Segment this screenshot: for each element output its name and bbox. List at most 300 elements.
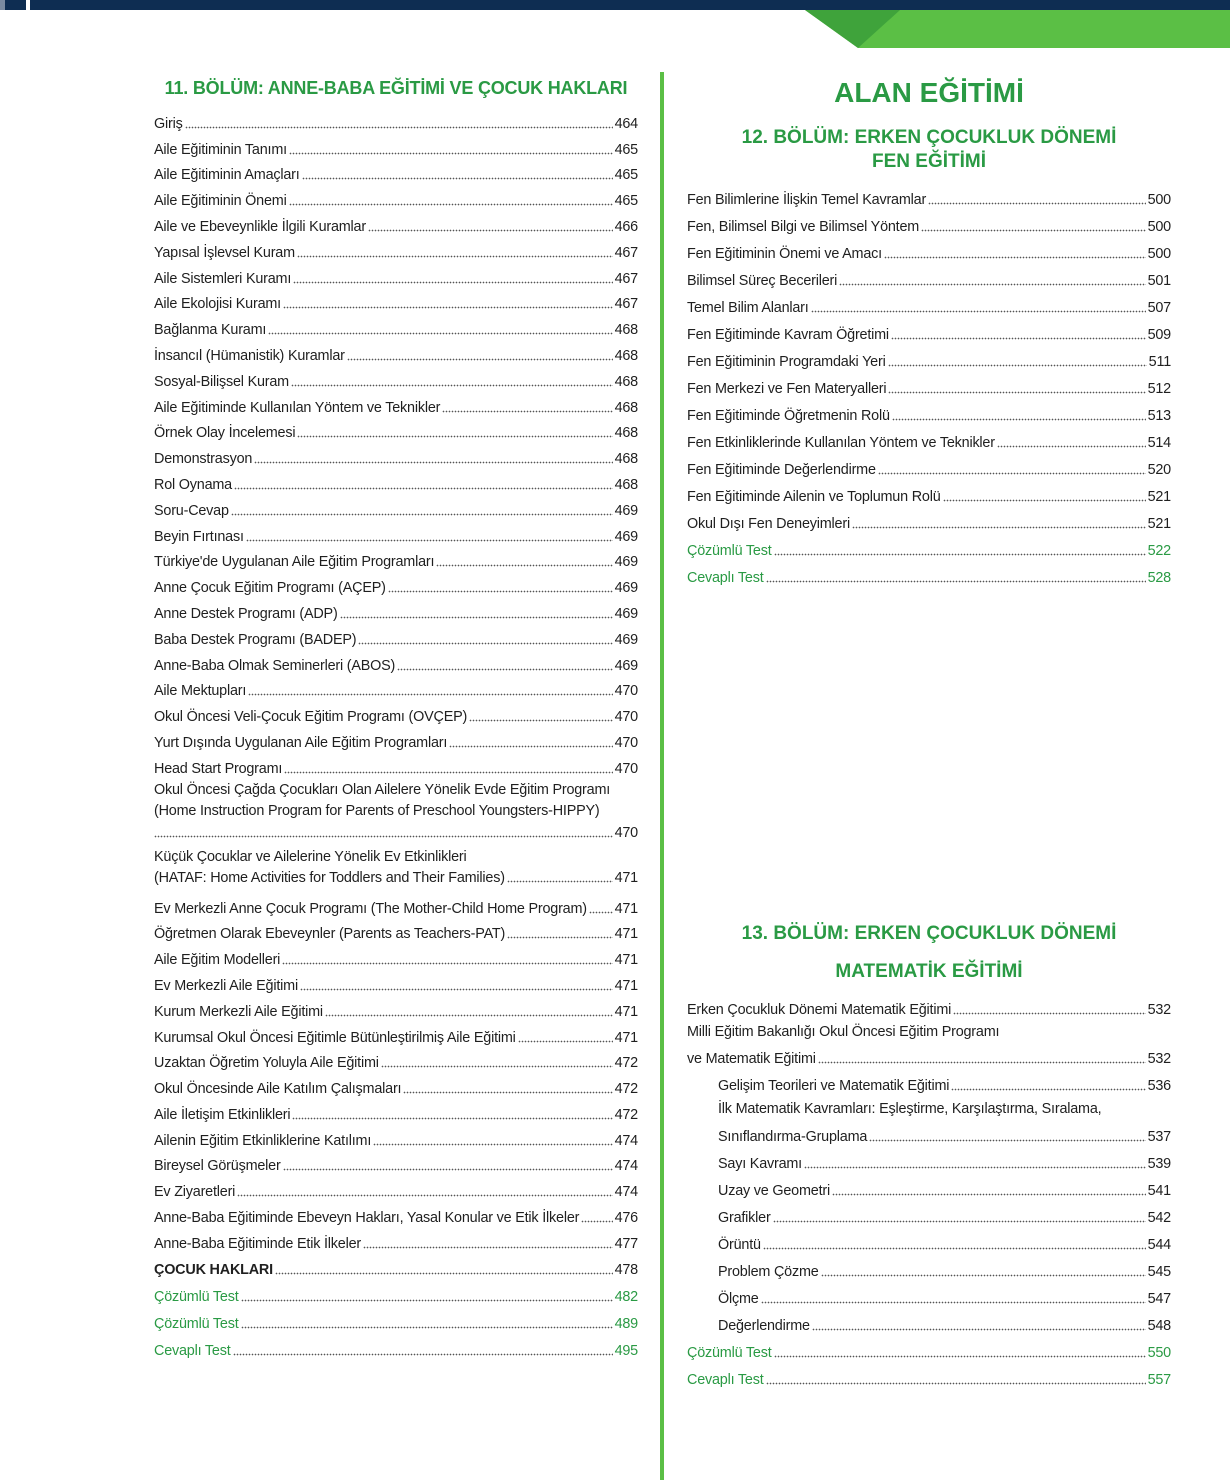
toc-test-entry[interactable] xyxy=(154,1307,638,1334)
toc-entry-title: Bağlanma Kuramı xyxy=(154,322,267,339)
section-13-title-line2: MATEMATİK EĞİTİMİ xyxy=(835,961,1023,982)
dot-leader xyxy=(953,1012,1145,1015)
toc-entry[interactable] xyxy=(687,291,1171,318)
toc-entry-title: Değerlendirme xyxy=(718,1318,810,1334)
toc-list-12 xyxy=(687,183,1171,588)
toc-entry[interactable] xyxy=(154,547,638,573)
toc-entry-page: 472 xyxy=(614,1055,638,1072)
toc-entry-title: Yurt Dışında Uygulanan Aile Eğitim Programları xyxy=(154,734,448,751)
toc-entry-title: Uzay ve Geometri xyxy=(718,1183,830,1199)
toc-entry[interactable] xyxy=(687,1309,1171,1336)
toc-entry-title: Örnek Olay İncelemesi xyxy=(154,425,296,442)
toc-entry-page: 468 xyxy=(614,322,638,339)
toc-entry-title: Okul Öncesi Veli-Çocuk Eğitim Programı (OVÇEP) xyxy=(154,709,468,726)
dot-leader xyxy=(507,880,613,883)
dot-leader xyxy=(766,1382,1146,1385)
toc-entry[interactable] xyxy=(154,996,638,1022)
toc-entry[interactable] xyxy=(687,345,1171,372)
dot-leader xyxy=(358,642,612,645)
toc-entry-title: ÇOCUK HAKLARI xyxy=(154,1261,273,1278)
toc-entry-title: Fen Eğitiminde Kavram Öğretimi xyxy=(687,327,889,343)
toc-entry-page: 469 xyxy=(614,657,638,674)
toc-entry[interactable] xyxy=(687,1147,1171,1174)
toc-entry[interactable] xyxy=(154,676,638,702)
dot-leader xyxy=(403,1091,612,1094)
dot-leader xyxy=(878,472,1146,475)
dot-leader xyxy=(248,693,612,696)
toc-entry-title: Anne Çocuk Eğitim Programı (AÇEP) xyxy=(154,580,386,597)
toc-entry-page: 465 xyxy=(614,193,638,210)
toc-entry-page: 512 xyxy=(1147,381,1171,397)
dot-leader xyxy=(997,445,1146,448)
dot-leader xyxy=(888,364,1147,367)
toc-entry-title: Fen Bilimlerine İlişkin Temel Kavramlar xyxy=(687,192,927,208)
dot-leader xyxy=(381,1065,613,1068)
toc-entry-title: Temel Bilim Alanları xyxy=(687,300,809,316)
toc-entry-title: Grafikler xyxy=(718,1210,771,1226)
toc-entry[interactable] xyxy=(154,650,638,676)
dot-leader xyxy=(300,988,613,991)
toc-entry-page: 465 xyxy=(614,141,638,158)
toc-entry-title-line2: (Home Instruction Program for Parents of Preschool Youngsters-HIPPY) xyxy=(154,802,600,819)
toc-entry-page: 472 xyxy=(614,1081,638,1098)
toc-entry-title: Aile Ekolojisi Kuramı xyxy=(154,296,281,313)
dot-leader xyxy=(237,1194,612,1197)
toc-entry[interactable] xyxy=(154,289,638,315)
toc-entry-page: 467 xyxy=(614,270,638,287)
toc-entry[interactable] xyxy=(154,1048,638,1074)
toc-entry-page: 500 xyxy=(1147,246,1171,262)
dot-leader xyxy=(811,310,1146,313)
dot-leader xyxy=(397,668,612,671)
toc-entry-page: 468 xyxy=(614,476,638,493)
toc-entry-page: 469 xyxy=(614,528,638,545)
toc-entry[interactable] xyxy=(687,210,1171,237)
toc-entry-page-row xyxy=(154,823,638,843)
right-column xyxy=(687,76,1171,1388)
section-12-title-line2: FEN EĞİTİMİ xyxy=(872,151,986,172)
dot-leader xyxy=(589,911,613,914)
dot-leader xyxy=(812,1328,1146,1331)
toc-entry[interactable] xyxy=(687,399,1171,426)
toc-entry-page: 467 xyxy=(614,296,638,313)
toc-entry-title: Bilimsel Süreç Becerileri xyxy=(687,273,838,289)
toc-entry-title: Fen Etkinliklerinde Kullanılan Yöntem ve Teknikler xyxy=(687,435,995,451)
toc-entry[interactable] xyxy=(687,1201,1171,1228)
toc-entry-page: 489 xyxy=(614,1315,638,1332)
toc-entry-page: 528 xyxy=(1147,570,1171,586)
dot-leader xyxy=(340,616,613,619)
toc-entry[interactable] xyxy=(687,183,1171,210)
toc-entry[interactable] xyxy=(687,994,1171,1020)
toc-entry[interactable] xyxy=(154,263,638,289)
toc-entry-page: 474 xyxy=(614,1158,638,1175)
dot-leader xyxy=(325,1014,613,1017)
toc-entry[interactable] xyxy=(154,340,638,366)
toc-entry-page: 557 xyxy=(1147,1372,1171,1388)
toc-entry[interactable] xyxy=(154,134,638,160)
toc-entry[interactable] xyxy=(154,970,638,996)
dot-leader xyxy=(891,337,1146,340)
dot-leader xyxy=(507,936,612,939)
top-header-band xyxy=(0,0,1230,50)
dot-leader xyxy=(774,553,1146,556)
toc-entry-page: 468 xyxy=(614,451,638,468)
dot-leader xyxy=(469,719,612,722)
toc-entry-page: 501 xyxy=(1147,273,1171,289)
toc-entry-title-line2: ve Matematik Eğitimi 532 xyxy=(687,1051,1171,1067)
toc-entry-title: Aile Eğitiminin Tanımı xyxy=(154,141,287,158)
toc-entry-title: Fen Eğitiminde Ailenin ve Toplumun Rolü xyxy=(687,489,941,505)
dot-leader xyxy=(289,152,613,155)
toc-entry-title: Bireysel Görüşmeler xyxy=(154,1158,281,1175)
dot-leader xyxy=(154,835,613,838)
toc-entry[interactable] xyxy=(154,1099,638,1125)
dot-leader xyxy=(284,771,612,774)
toc-entry[interactable] xyxy=(154,572,638,598)
toc-entry-page: 470 xyxy=(614,824,638,841)
toc-entry[interactable] xyxy=(154,366,638,392)
dot-leader xyxy=(388,590,613,593)
toc-entry[interactable] xyxy=(687,507,1171,534)
toc-entry-title: Baba Destek Programı (BADEP) xyxy=(154,631,357,648)
toc-entry[interactable] xyxy=(154,469,638,495)
toc-entry[interactable] xyxy=(154,237,638,263)
dot-leader xyxy=(231,513,613,516)
toc-entry-page: 521 xyxy=(1147,516,1171,532)
toc-entry[interactable] xyxy=(687,453,1171,480)
toc-list-11b xyxy=(154,893,638,1361)
dot-leader xyxy=(869,1139,1145,1142)
toc-entry-title: Çözümlü Test xyxy=(687,1345,772,1361)
toc-entry-title: Sayı Kavramı xyxy=(718,1156,802,1172)
toc-entry[interactable] xyxy=(687,318,1171,345)
toc-entry[interactable] xyxy=(154,211,638,237)
toc-entry[interactable] xyxy=(154,701,638,727)
toc-entry-title-line1: Küçük Çocuklar ve Ailelerine Yönelik Ev Etkinlikleri xyxy=(154,848,467,865)
toc-entry-page: 465 xyxy=(614,167,638,184)
toc-entry-page: 466 xyxy=(614,218,638,235)
dot-leader xyxy=(268,332,612,335)
toc-entry-ilk-kavramlar[interactable] xyxy=(687,1099,1171,1147)
toc-entry[interactable] xyxy=(687,372,1171,399)
toc-entry[interactable] xyxy=(154,443,638,469)
toc-entry-page: 548 xyxy=(1147,1318,1171,1334)
dot-leader xyxy=(283,306,613,309)
toc-entry-title: Fen Eğitiminde Öğretmenin Rolü xyxy=(687,408,890,424)
toc-entry-page: 471 xyxy=(614,1003,638,1020)
dot-leader xyxy=(442,410,612,413)
dot-leader xyxy=(233,1353,613,1356)
toc-entry[interactable] xyxy=(154,1022,638,1048)
dot-leader xyxy=(884,256,1146,259)
toc-entry-title-line1: Milli Eğitim Bakanlığı Okul Öncesi Eğitim Programı xyxy=(687,1024,1000,1040)
toc-entry[interactable] xyxy=(154,1073,638,1099)
dot-leader xyxy=(581,1220,612,1223)
toc-entry-page: 469 xyxy=(614,580,638,597)
dot-leader xyxy=(373,1143,612,1146)
toc-entry-title: Ailenin Eğitim Etkinliklerine Katılımı xyxy=(154,1132,372,1149)
toc-entry-title: İnsancıl (Hümanistik) Kuramlar xyxy=(154,347,345,364)
dot-leader xyxy=(234,487,613,490)
dot-leader xyxy=(818,1061,1146,1064)
dot-leader xyxy=(839,283,1145,286)
dot-leader xyxy=(774,1355,1146,1358)
toc-entry-title: Giriş xyxy=(154,115,183,132)
toc-entry-title: Aile Eğitiminde Kullanılan Yöntem ve Teknikler xyxy=(154,399,441,416)
toc-entry[interactable] xyxy=(687,426,1171,453)
dot-leader xyxy=(804,1166,1146,1169)
toc-entry[interactable] xyxy=(154,521,638,547)
toc-entry-title: Okul Dışı Fen Deneyimleri xyxy=(687,516,850,532)
dot-leader xyxy=(928,202,1146,205)
toc-entry-page: 545 xyxy=(1147,1264,1171,1280)
toc-entry-hataf[interactable] xyxy=(154,847,638,888)
toc-entry[interactable] xyxy=(154,727,638,753)
dot-leader xyxy=(246,539,613,542)
dot-leader xyxy=(852,526,1146,529)
toc-entry-title: Aile İletişim Etkinlikleri xyxy=(154,1106,291,1123)
toc-entry-page: 520 xyxy=(1147,462,1171,478)
toc-entry[interactable] xyxy=(687,1228,1171,1255)
toc-entry-page: 474 xyxy=(614,1184,638,1201)
dot-leader xyxy=(821,1274,1146,1277)
toc-entry-page: 469 xyxy=(614,554,638,571)
toc-entry-page: 500 xyxy=(1147,219,1171,235)
toc-entry-title: Fen Eğitiminde Değerlendirme xyxy=(687,462,876,478)
toc-entry-page: 495 xyxy=(614,1342,638,1359)
toc-entry-page: 537 xyxy=(1147,1129,1171,1145)
toc-entry-title-line1: Okul Öncesi Çağda Çocukları Olan Ailelere Yönelik Evde Eğitim Programı xyxy=(154,781,611,798)
dot-leader xyxy=(241,1299,613,1302)
toc-entry-page: 467 xyxy=(614,244,638,261)
toc-test-entry[interactable] xyxy=(687,561,1171,588)
toc-entry-page: 513 xyxy=(1147,408,1171,424)
toc-entry-page: 476 xyxy=(614,1210,638,1227)
toc-entry-title: Cevaplı Test xyxy=(687,1372,764,1388)
toc-entry-page: 521 xyxy=(1147,489,1171,505)
toc-entry-page: 471 xyxy=(614,952,638,969)
toc-entry-title: Ev Ziyaretleri xyxy=(154,1184,236,1201)
toc-entry-page: 532 xyxy=(1147,1002,1171,1018)
toc-entry[interactable] xyxy=(687,480,1171,507)
dot-leader xyxy=(347,358,613,361)
toc-entry-page: 478 xyxy=(614,1261,638,1278)
toc-entry-title: Sosyal-Bilişsel Kuram xyxy=(154,373,289,390)
toc-entry-page: 539 xyxy=(1147,1156,1171,1172)
toc-entry-title: Anne Destek Programı (ADP) xyxy=(154,605,338,622)
toc-entry[interactable] xyxy=(154,1202,638,1228)
toc-entry[interactable] xyxy=(687,237,1171,264)
toc-entry-title: Çözümlü Test xyxy=(154,1288,239,1305)
dot-leader xyxy=(283,1168,613,1171)
dot-leader xyxy=(293,281,612,284)
toc-entry-page: 507 xyxy=(1147,300,1171,316)
toc-entry-title: Fen Eğitiminin Programdaki Yeri xyxy=(687,354,886,370)
toc-list-13 xyxy=(687,994,1171,1390)
section-13-title-line1: 13. BÖLÜM: ERKEN ÇOCUKLUK DÖNEMİ xyxy=(741,923,1117,944)
toc-entry[interactable] xyxy=(154,314,638,340)
dot-leader xyxy=(763,1247,1146,1250)
toc-entry-title: Aile Mektupları xyxy=(154,683,247,700)
dot-leader xyxy=(943,499,1146,502)
toc-entry-page: 522 xyxy=(1147,543,1171,559)
dot-leader xyxy=(292,1117,612,1120)
dot-leader xyxy=(766,580,1146,583)
toc-entry-title: Head Start Programı xyxy=(154,760,283,777)
dot-leader xyxy=(921,229,1146,232)
toc-entry-title: Rol Oynama xyxy=(154,476,232,493)
toc-entry[interactable] xyxy=(154,944,638,970)
dot-leader xyxy=(241,1326,613,1329)
toc-entry[interactable] xyxy=(154,1125,638,1151)
toc-entry[interactable] xyxy=(687,264,1171,291)
toc-list-11a xyxy=(154,108,638,779)
column-divider xyxy=(660,72,664,1480)
dot-leader xyxy=(291,384,613,387)
toc-entry-page: 468 xyxy=(614,373,638,390)
toc-entry-cocuk-haklari[interactable] xyxy=(154,1254,638,1280)
toc-entry-title: Yapısal İşlevsel Kuram xyxy=(154,244,295,261)
dot-leader xyxy=(363,1246,613,1249)
toc-entry-title: Demonstrasyon xyxy=(154,451,253,468)
toc-entry-page: 477 xyxy=(614,1235,638,1252)
dot-leader xyxy=(761,1301,1146,1304)
toc-entry-title: Örüntü xyxy=(718,1237,761,1253)
toc-test-entry[interactable] xyxy=(687,1363,1171,1390)
dot-leader xyxy=(185,126,613,129)
toc-entry-title: Anne-Baba Olmak Seminerleri (ABOS) xyxy=(154,657,396,674)
dot-leader xyxy=(275,1272,613,1275)
toc-list-13-sub xyxy=(687,1147,1171,1390)
toc-entry[interactable] xyxy=(154,919,638,945)
toc-entry[interactable] xyxy=(687,1255,1171,1282)
toc-entry-page: 471 xyxy=(614,977,638,994)
toc-entry-title: Ev Merkezli Aile Eğitimi xyxy=(154,977,298,994)
toc-entry-title: Gelişim Teorileri ve Matematik Eğitimi xyxy=(718,1078,950,1094)
dot-leader xyxy=(888,391,1145,394)
toc-entry-title: Aile Sistemleri Kuramı xyxy=(154,270,292,287)
toc-entry-title: Aile Eğitiminin Amaçları xyxy=(154,167,300,184)
toc-entry-page: 482 xyxy=(614,1288,638,1305)
toc-entry-page: 468 xyxy=(614,425,638,442)
toc-entry-gelisim[interactable] xyxy=(687,1069,1171,1096)
toc-entry-page: 470 xyxy=(614,734,638,751)
toc-entry[interactable] xyxy=(154,1228,638,1254)
toc-entry-page: 470 xyxy=(614,709,638,726)
toc-entry-title-line2: Sınıflandırma-Gruplama 537 xyxy=(718,1129,1171,1145)
toc-entry[interactable] xyxy=(154,753,638,779)
toc-entry-title-line2: (HATAF: Home Activities for Toddlers and Their Families) 471 xyxy=(154,869,638,886)
toc-entry-title: Türkiye'de Uygulanan Aile Eğitim Programları xyxy=(154,554,435,571)
toc-entry-page: 500 xyxy=(1147,192,1171,208)
toc-entry-page: 469 xyxy=(614,631,638,648)
dot-leader xyxy=(289,203,613,206)
toc-entry-page: 541 xyxy=(1147,1183,1171,1199)
dot-leader xyxy=(254,461,612,464)
toc-entry[interactable] xyxy=(154,185,638,211)
toc-entry[interactable] xyxy=(154,1176,638,1202)
area-title: ALAN EĞİTİMİ xyxy=(834,77,1024,108)
toc-entry-page: 542 xyxy=(1147,1210,1171,1226)
toc-entry-page: 468 xyxy=(614,399,638,416)
toc-entry-page: 547 xyxy=(1147,1291,1171,1307)
toc-entry[interactable] xyxy=(687,1282,1171,1309)
toc-test-entry[interactable] xyxy=(687,1336,1171,1363)
toc-entry-title: Beyin Fırtınası xyxy=(154,528,244,545)
toc-entry-page: 464 xyxy=(614,115,638,132)
dot-leader xyxy=(282,962,612,965)
toc-entry-title: Cevaplı Test xyxy=(154,1342,231,1359)
toc-entry-title: Soru-Cevap xyxy=(154,502,229,519)
toc-entry-title: Kurum Merkezli Aile Eğitimi xyxy=(154,1003,323,1020)
toc-entry-meb[interactable] xyxy=(687,1022,1171,1069)
toc-entry-title: Erken Çocukluk Dönemi Matematik Eğitimi xyxy=(687,1002,952,1018)
toc-entry-title: Ölçme xyxy=(718,1291,759,1307)
left-column xyxy=(154,76,638,1361)
dot-leader xyxy=(449,745,612,748)
toc-entry-page: 471 xyxy=(614,1029,638,1046)
toc-entry-page: 470 xyxy=(614,683,638,700)
toc-entry-title: Uzaktan Öğretim Yoluyla Aile Eğitimi xyxy=(154,1055,379,1072)
toc-entry-hippy[interactable] xyxy=(154,780,638,843)
toc-entry[interactable] xyxy=(154,392,638,418)
toc-entry-title: Okul Öncesinde Aile Katılım Çalışmaları xyxy=(154,1081,402,1098)
dot-leader xyxy=(436,564,612,567)
toc-entry-title: Anne-Baba Eğitiminde Etik İlkeler xyxy=(154,1235,361,1252)
toc-entry[interactable] xyxy=(154,1151,638,1177)
dot-leader xyxy=(297,255,613,258)
toc-entry[interactable] xyxy=(154,160,638,186)
toc-entry[interactable] xyxy=(154,108,638,134)
toc-entry[interactable] xyxy=(154,893,638,919)
toc-entry[interactable] xyxy=(154,598,638,624)
toc-entry-page: 511 xyxy=(1148,354,1171,370)
toc-entry-page: 532 xyxy=(1147,1051,1171,1067)
toc-entry-page: 471 xyxy=(614,900,638,917)
dot-leader xyxy=(368,229,613,232)
toc-entry-title: Fen Eğitiminin Önemi ve Amacı xyxy=(687,246,882,262)
toc-entry-title: Kurumsal Okul Öncesi Eğitimle Bütünleştirilmiş Aile Eğitimi xyxy=(154,1029,516,1046)
toc-test-entry[interactable] xyxy=(154,1334,638,1361)
dot-leader xyxy=(773,1220,1146,1223)
dot-leader xyxy=(892,418,1146,421)
toc-entry-page: 471 xyxy=(614,869,638,886)
toc-entry-title: Problem Çözme xyxy=(718,1264,819,1280)
toc-entry-title: Çözümlü Test xyxy=(687,543,772,559)
toc-entry-page: 474 xyxy=(614,1132,638,1149)
toc-entry[interactable] xyxy=(154,624,638,650)
toc-test-entry[interactable] xyxy=(154,1280,638,1307)
toc-entry-title: Aile Eğitiminin Önemi xyxy=(154,193,287,210)
dot-leader xyxy=(832,1193,1146,1196)
toc-entry-page: 472 xyxy=(614,1106,638,1123)
toc-entry-page: 468 xyxy=(614,347,638,364)
toc-entry-page: 471 xyxy=(614,926,638,943)
toc-entry-title: Öğretmen Olarak Ebeveynler (Parents as Teachers-PAT) xyxy=(154,926,506,943)
toc-entry[interactable] xyxy=(687,1174,1171,1201)
dot-leader xyxy=(951,1088,1145,1091)
toc-entry-page: 536 xyxy=(1147,1078,1171,1094)
toc-entry[interactable] xyxy=(154,495,638,521)
toc-entry-title: Cevaplı Test xyxy=(687,570,764,586)
dot-leader xyxy=(302,177,613,180)
toc-entry[interactable] xyxy=(154,418,638,444)
toc-entry-page: 550 xyxy=(1147,1345,1171,1361)
toc-entry-page: 470 xyxy=(614,760,638,777)
toc-test-entry[interactable] xyxy=(687,534,1171,561)
section-12-title-line1: 12. BÖLÜM: ERKEN ÇOCUKLUK DÖNEMİ xyxy=(741,127,1117,148)
